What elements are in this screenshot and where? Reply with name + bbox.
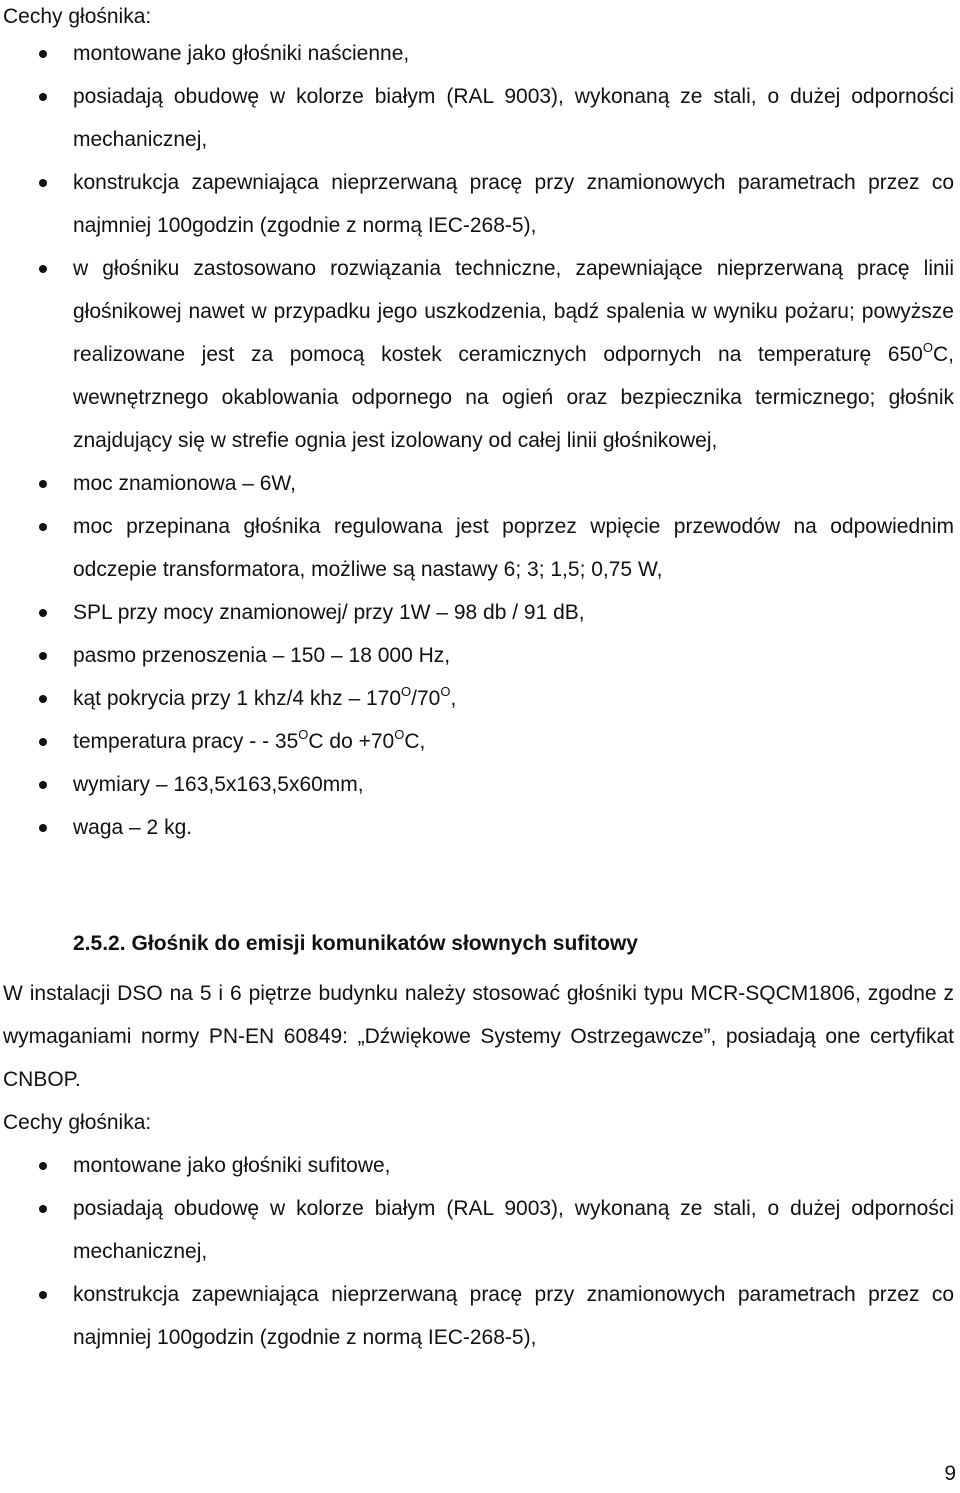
- page-number: 9: [944, 1462, 956, 1485]
- features-label: Cechy głośnika:: [3, 1111, 152, 1134]
- bullet-icon: [39, 1291, 47, 1299]
- list-item: montowane jako głośniki naścienne,: [0, 32, 954, 75]
- section-heading: [73, 922, 638, 965]
- list-item: pasmo przenoszenia – 150 – 18 000 Hz,: [0, 634, 954, 677]
- degree-superscript: O: [922, 340, 933, 355]
- bullet-icon: [39, 480, 47, 488]
- list-item: posiadają obudowę w kolorze białym (RAL 9003), wykonaną ze stali, o dużej odporności mechanicznej,: [0, 75, 954, 161]
- list-item: posiadają obudowę w kolorze białym (RAL 9003), wykonaną ze stali, o dużej odporności mechanicznej,: [0, 1187, 954, 1273]
- features-list: [0, 1144, 954, 1359]
- intro-paragraph: W instalacji DSO na 5 i 6 piętrze budynku należy stosować głośniki typu MCR-SQCM1806, zgodne z wymaganiami normy PN-EN 60849: „Dźwiękowe Systemy Ostrzegawcze”, posiadają one certyfikat CNBOP.: [3, 982, 954, 1091]
- bullet-icon: [39, 695, 47, 703]
- bullet-icon: [39, 738, 47, 746]
- bullet-icon: [39, 523, 47, 531]
- list-item: w głośniku zastosowano rozwiązania techniczne, zapewniające nieprzerwaną pracę linii głośnikowej nawet w przypadku jego uszkodzenia, bądź spalenia w wyniku pożaru; powyższe realizowane jest za pomocą kostek ceramicznych odpornych na temperaturę $650^OC$, wewnętrznego okablowania odpornego na ogień oraz bezpiecznika termicznego; głośnik znajdujący się w strefie ognia jest izolowany od całej linii głośnikowej,: [0, 247, 954, 462]
- degree-superscript: O: [440, 684, 451, 699]
- section-number: 2.5.2.: [73, 932, 126, 955]
- degree-superscript: O: [394, 727, 405, 742]
- degree-superscript: O: [401, 684, 412, 699]
- bullet-icon: [39, 93, 47, 101]
- bullet-icon: [39, 609, 47, 617]
- list-item: konstrukcja zapewniająca nieprzerwaną pracę przy znamionowych parametrach przez co najmniej 100godzin (zgodnie z normą IEC-268-5),: [0, 1273, 954, 1359]
- section-title: Głośnik do emisji komunikatów słownych sufitowy: [131, 932, 638, 955]
- features-list: [0, 32, 954, 849]
- features-label: Cechy głośnika:: [3, 5, 152, 28]
- bullet-icon: [39, 824, 47, 832]
- bullet-icon: [39, 781, 47, 789]
- bullet-icon: [39, 652, 47, 660]
- list-item: montowane jako głośniki sufitowe,: [0, 1144, 954, 1187]
- bullet-icon: [39, 1162, 47, 1170]
- bullet-icon: [39, 50, 47, 58]
- list-item: konstrukcja zapewniająca nieprzerwaną pracę przy znamionowych parametrach przez co najmniej 100godzin (zgodnie z normą IEC-268-5),: [0, 161, 954, 247]
- list-item: wymiary – 163,5x163,5x60mm,: [0, 763, 954, 806]
- bullet-icon: [39, 265, 47, 273]
- degree-superscript: O: [298, 727, 309, 742]
- bullet-icon: [39, 1205, 47, 1213]
- list-item: moc przepinana głośnika regulowana jest poprzez wpięcie przewodów na odpowiednim odczepie transformatora, możliwe są nastawy 6; 3; 1,5; 0,75 W,: [0, 505, 954, 591]
- list-item: temperatura pracy - - $35^OC$ do $+70^OC$,: [0, 720, 954, 763]
- bullet-icon: [39, 179, 47, 187]
- list-item: kąt pokrycia przy 1 khz/4 khz – $170^O/70^O$,: [0, 677, 954, 720]
- list-item: waga – 2 kg.: [0, 806, 954, 849]
- list-item: SPL przy mocy znamionowej/ przy 1W – 98 db / 91 dB,: [0, 591, 954, 634]
- list-item: moc znamionowa – 6W,: [0, 462, 954, 505]
